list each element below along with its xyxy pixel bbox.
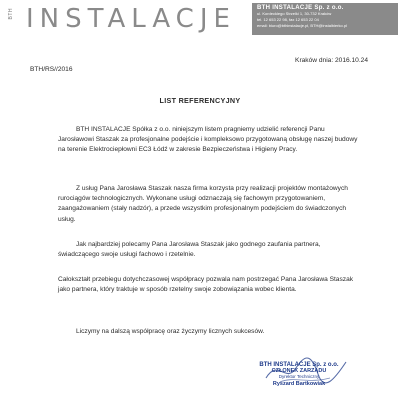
company-info-box (252, 3, 398, 35)
stamp-company: BTH INSTALACJE Sp. z o.o. (259, 362, 339, 368)
letter-title: LIST REFERENCYJNY (159, 96, 241, 105)
company-address: ul. Kordeckiego Strzelki 1, 30-732 Kraków (257, 11, 332, 16)
stamp-role: Dyrektor Techniczny (278, 374, 320, 379)
paragraph-recommendation: Jak najbardziej polecamy Pana Jarosława Staszak jako godnego zaufania partnera, świadczącego swoje usługi fachowo i rzetelnie. (58, 241, 321, 259)
paragraph-cooperation: Całokształt przebiegu dotychczasowej współpracy pozwala nam postrzegać Pana Jarosława Staszak jako partnera, który traktuje w sposób rzetelny swoje zobowiązania wobec klienta. (58, 276, 354, 294)
company-email: email: biuro@bthinstalacje.pl, BTH@instalbierko.pl (257, 23, 347, 28)
company-logo: INSTALACJE (26, 4, 236, 34)
paragraph-intro: BTH INSTALACJE Spółka z o.o. niniejszym listem pragniemy udzielić referencji Panu Jarosławowi Staszak za profesjonalne podejście i kompleksowo przygotowaną obsługę naszej budowy na terenie Elektrociepłowni EC3 Łódź w zakresie Bezpieczeństwa i Higieny Pracy. (58, 126, 358, 154)
paragraph-services: Z usług Pana Jarosława Staszak nasza firma korzysta przy realizacji projektów montażowych rurociągów technologicznych. Wykonane usługi odznaczają się fachowym przygotowaniem, zaangażowaniem (stały nadzór), a przede wszystkim profesjonalnym podejściem do świadczonych usług. (58, 185, 348, 223)
letterhead (0, 0, 400, 36)
paragraph-closing: Liczymy na dalszą współpracę oraz życzymy licznych sukcesów. (76, 328, 265, 335)
company-stamp (244, 362, 354, 387)
letter-date: Kraków dnia: 2016.10.24 (295, 57, 368, 64)
stamp-position: CZŁONEK ZARZĄDU (271, 368, 327, 374)
company-name: BTH INSTALACJE Sp. z o.o. (257, 5, 344, 11)
letter-reference: BTH/RS//2016 (30, 66, 73, 73)
company-phone: tel. 12 653 22 98, fax 12 653 22 04 (257, 17, 319, 22)
stamp-name: Ryszard Bartkowiak (272, 381, 326, 387)
logo-side-text: BTH (8, 8, 14, 20)
